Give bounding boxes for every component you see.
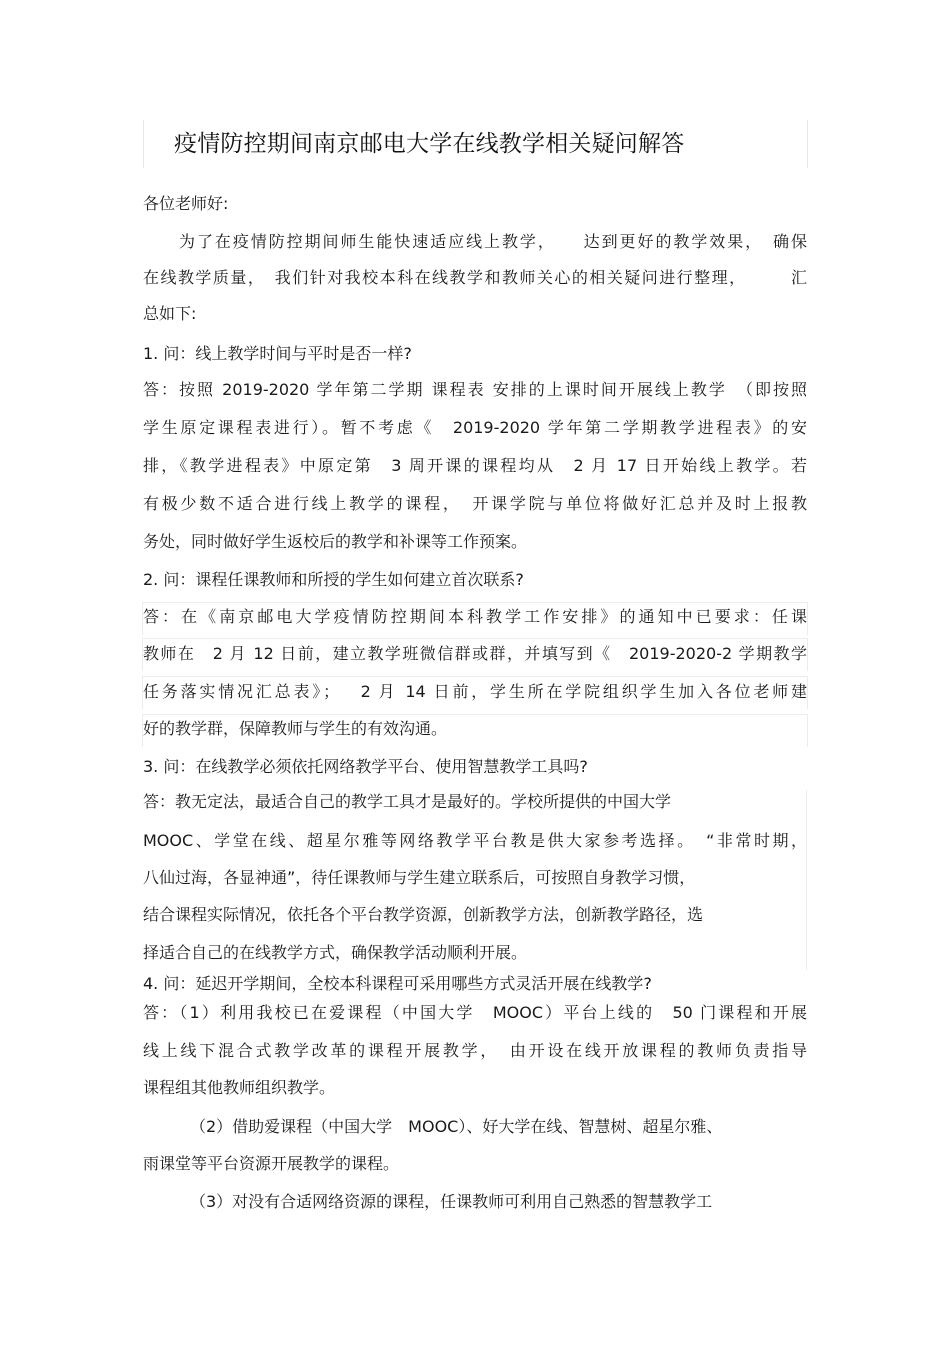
answer-1-line: 答：按照 2019-2020 学年第二学期 课程表 安排的上课时间开展线上教学 （即按照 <box>143 380 807 399</box>
answer-1-line: 务处，同时做好学生返校后的教学和补课等工作预案。 <box>143 532 528 551</box>
intro-line: 在线教学质量， 我们针对我校本科在线教学和教师关心的相关疑问进行整理， 汇 <box>143 268 807 287</box>
answer-4-point: （3）对没有合适网络资源的课程，任课教师可利用自己熟悉的智慧教学工 <box>190 1192 713 1211</box>
answer-2-line: 教师在 2 月 12 日前，建立教学班微信群或群，并填写到《 2019-2020-2 学期教学 <box>143 644 807 663</box>
answer-1-line: 学生原定课程表进行）。暂不考虑《 2019-2020 学年第二学期教学进程表》的安 <box>143 418 807 437</box>
question-4: 4. 问：延迟开学期间，全校本科课程可采用哪些方式灵活开展在线教学? <box>143 974 652 993</box>
question-1: 1. 问：线上教学时间与平时是否一样? <box>143 344 412 363</box>
answer-2-line: 任务落实情况汇总表》； 2 月 14 日前，学生所在学院组织学生加入各位老师建 <box>143 682 807 701</box>
answer-3-line: MOOC、学堂在线、超星尔雅等网络教学平台教是供大家参考选择。 “非常时期， <box>143 831 807 850</box>
intro-line: 总如下: <box>143 304 197 323</box>
document-title: 疫情防控期间南京邮电大学在线教学相关疑问解答 <box>174 131 685 157</box>
answer-3-line: 结合课程实际情况，依托各个平台教学资源，创新教学方法，创新教学路径，选 <box>143 905 704 924</box>
answer-2-line: 好的教学群，保障教师与学生的有效沟通。 <box>143 719 448 738</box>
answer-1-line: 有极少数不适合进行线上教学的课程， 开课学院与单位将做好汇总并及时上报教 <box>143 494 807 513</box>
question-3: 3. 问：在线教学必须依托网络教学平台、使用智慧教学工具吗? <box>143 757 588 776</box>
answer-3-line: 择适合自己的在线教学方式，确保教学活动顺利开展。 <box>143 943 528 962</box>
greeting: 各位老师好: <box>143 194 229 213</box>
answer-3-line: 答：教无定法，最适合自己的教学工具才是最好的。学校所提供的中国大学 <box>143 792 672 811</box>
answer-1-line: 排，《教学进程表》中原定第 3 周开课的课程均从 2 月 17 日开始线上教学。若 <box>143 456 807 475</box>
answer-4-line: 线上线下混合式教学改革的课程开展教学， 由开设在线开放课程的教师负责指导 <box>143 1041 807 1060</box>
answer-4-line: 课程组其他教师组织教学。 <box>143 1078 336 1097</box>
answer-4-line: 答：（1）利用我校已在爱课程（中国大学 MOOC）平台上线的 50 门课程和开展 <box>143 1003 807 1022</box>
intro-line: 为了在疫情防控期间师生能快速适应线上教学， 达到更好的教学效果， 确保 <box>179 232 807 251</box>
answer-4-point: 雨课堂等平台资源开展教学的课程。 <box>143 1154 400 1173</box>
answer-2-line: 答：在《南京邮电大学疫情防控期间本科教学工作安排》的通知中已要求：任课 <box>143 607 807 626</box>
question-2: 2. 问：课程任课教师和所授的学生如何建立首次联系? <box>143 570 524 589</box>
answer-4-point: （2）借助爱课程（中国大学 MOOC）、好大学在线、智慧树、超星尔雅、 <box>190 1117 723 1136</box>
title-box <box>143 120 808 168</box>
answer-3-line: 八仙过海，各显神通”，待任课教师与学生建立联系后，可按照自身教学习惯， <box>143 868 696 887</box>
